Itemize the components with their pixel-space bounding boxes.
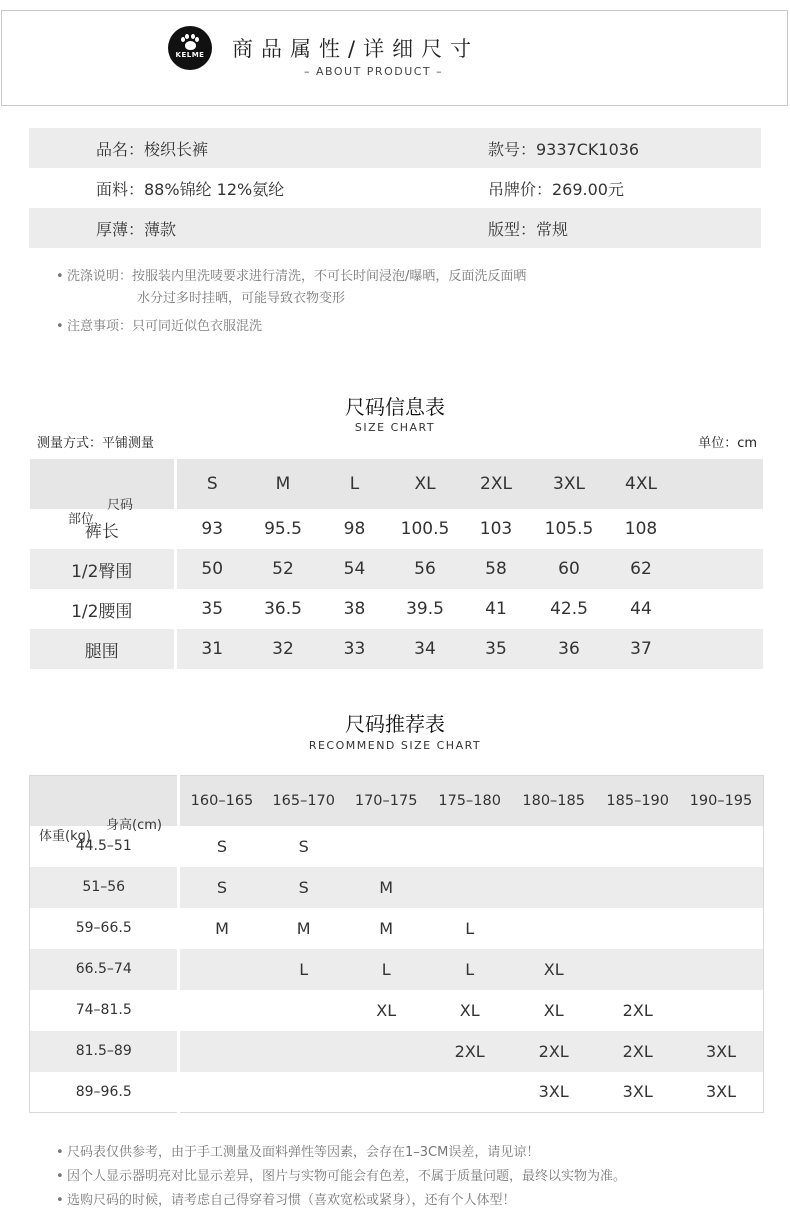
info-row [29, 208, 761, 248]
table-cell: M [296, 918, 311, 938]
wash-label: 洗涤说明： [67, 269, 133, 284]
table-cell: 3XL [622, 1082, 653, 1102]
corner-column-label: 尺码 [107, 498, 134, 513]
care-notes [56, 266, 526, 338]
table-cell: 54 [343, 559, 366, 579]
page-subtitle: – ABOUT PRODUCT – [304, 65, 444, 78]
table-cell: M [379, 877, 394, 897]
table-cell [677, 459, 763, 509]
table-cell: 3XL [705, 1082, 736, 1102]
table-cell: 95.5 [264, 519, 302, 539]
height-header: 165–170 [272, 792, 335, 809]
table-cell [511, 908, 597, 949]
table-cell [679, 867, 764, 908]
table-cell [679, 990, 764, 1031]
table-cell: 32 [272, 639, 294, 659]
table-cell [428, 826, 510, 867]
weight-label: 51–56 [30, 867, 179, 908]
table-cell [677, 589, 763, 629]
table-cell [264, 1072, 344, 1113]
part-label: 腿围 [30, 629, 175, 669]
table-cell: 98 [343, 519, 366, 539]
part-label: 1/2腰围 [30, 589, 175, 629]
table-cell [596, 908, 678, 949]
table-row [30, 509, 763, 549]
table-cell: 62 [630, 559, 652, 579]
table-cell: 100.5 [400, 519, 450, 539]
table-cell [179, 949, 264, 990]
recommend-chart-table [29, 775, 764, 1113]
table-cell: 3XL [538, 1082, 569, 1102]
table-cell [179, 1031, 264, 1072]
part-label: 裤长 [30, 509, 175, 549]
bullet-icon: • [56, 269, 64, 284]
table-cell [344, 1031, 429, 1072]
page-title: 商品属性/详细尺寸 [232, 37, 480, 61]
size-chart-table [30, 459, 764, 669]
table-header-row [30, 776, 764, 826]
height-header: 160–165 [190, 792, 254, 809]
part-label: 1/2臀围 [30, 549, 175, 589]
table-cell: 108 [624, 519, 658, 539]
table-cell [344, 826, 429, 867]
table-cell: 42.5 [550, 599, 588, 619]
tag-price: 吊牌价：269.00元 [488, 179, 624, 199]
table-cell: S [216, 877, 228, 897]
table-cell: 2XL [454, 1041, 485, 1061]
table-cell: S [298, 836, 309, 856]
size-chart-title: 尺码信息表 [345, 395, 445, 419]
wash-text-continued: 水分过多时挂晒，可能导致衣物变形 [137, 291, 346, 306]
table-cell [344, 1072, 429, 1113]
table-cell: 93 [201, 519, 224, 539]
weight-label: 44.5–51 [30, 826, 179, 867]
weight-label: 66.5–74 [30, 949, 179, 990]
table-cell: S [298, 877, 309, 897]
table-corner [30, 776, 179, 844]
table-cell [596, 867, 678, 908]
table-cell: L [465, 918, 475, 938]
table-corner [30, 459, 175, 527]
table-cell: 105.5 [544, 519, 594, 539]
table-cell: 36.5 [264, 599, 302, 619]
table-cell: S [216, 836, 228, 856]
table-row [30, 549, 763, 589]
fit-type: 版型：常规 [488, 219, 569, 239]
table-cell: XL [543, 959, 564, 979]
table-header-row [30, 459, 763, 509]
table-row [30, 589, 763, 629]
recommend-chart-title: 尺码推荐表 [345, 712, 445, 736]
table-cell: M [215, 918, 229, 938]
fabric: 面料：88%锦纶 12%氨纶 [96, 179, 285, 199]
table-row [30, 867, 764, 908]
table-cell: XL [376, 1000, 397, 1020]
table-row [30, 990, 764, 1031]
style-number: 款号：9337CK1036 [488, 139, 640, 159]
weight-label: 74–81.5 [30, 990, 179, 1031]
table-cell: L [381, 959, 391, 979]
table-cell: 33 [343, 639, 366, 659]
footer-notes [56, 1141, 626, 1213]
height-header: 180–185 [522, 792, 585, 809]
footer-note: 尺码表仅供参考，由于手工测量及面料弹性等因素，会存在1–3CM误差，请见谅！ [67, 1145, 540, 1160]
table-cell: XL [543, 1000, 564, 1020]
table-cell [677, 629, 763, 669]
thickness: 厚薄：薄款 [96, 219, 177, 239]
table-cell [179, 990, 264, 1031]
recommend-chart-subtitle: RECOMMEND SIZE CHART [308, 739, 482, 752]
product-name: 品名：梭织长裤 [96, 139, 209, 159]
table-cell: 60 [558, 559, 580, 579]
table-cell [511, 826, 597, 867]
bullet-icon: • [56, 1145, 64, 1160]
bullet-icon: • [56, 1193, 64, 1208]
corner-row-label: 部位 [68, 512, 95, 527]
table-cell: L [465, 959, 475, 979]
table-row [30, 908, 764, 949]
unit-label: 单位：cm [698, 436, 757, 451]
paw-icon [180, 34, 200, 50]
table-row [30, 949, 764, 990]
table-cell [596, 949, 678, 990]
table-cell [679, 949, 764, 990]
table-cell: 31 [201, 639, 224, 659]
table-cell [428, 867, 510, 908]
height-header: 185–190 [606, 792, 669, 809]
table-row [30, 629, 763, 669]
notice-text: 只可同近似色衣服混洗 [132, 319, 263, 334]
table-cell [677, 509, 763, 549]
table-cell [677, 549, 763, 589]
footer-note: 选购尺码的时候，请考虑自己得穿着习惯（喜欢宽松或紧身），还有个人体型！ [67, 1193, 516, 1208]
height-header: 175–180 [438, 792, 501, 809]
product-info [29, 128, 761, 248]
table-cell: 56 [414, 559, 436, 579]
size-header: XL [414, 474, 436, 494]
table-cell [679, 908, 764, 949]
table-cell: 50 [201, 559, 224, 579]
measure-method: 测量方式：平铺测量 [37, 436, 155, 451]
bullet-icon: • [56, 1169, 64, 1184]
table-cell: 38 [343, 599, 366, 619]
info-row [29, 168, 761, 208]
table-cell [511, 867, 597, 908]
footer-note: 因个人显示器明亮对比显示差异，图片与实物可能会有色差，不属于质量问题，最终以实物为准。 [67, 1169, 627, 1184]
size-header: M [275, 474, 291, 494]
corner-column-label: 身高(cm) [106, 817, 162, 833]
table-cell: 44 [630, 599, 652, 619]
info-row [29, 128, 761, 168]
table-cell: 58 [485, 559, 507, 579]
weight-label: 89–96.5 [30, 1072, 179, 1113]
table-cell: 39.5 [406, 599, 444, 619]
table-cell: 41 [485, 599, 507, 619]
table-cell [179, 1072, 264, 1113]
bullet-icon: • [56, 319, 64, 334]
table-row [30, 1072, 764, 1113]
corner-row-label: 体重(kg) [39, 828, 91, 844]
weight-label: 59–66.5 [30, 908, 179, 949]
notice-label: 注意事项： [67, 319, 133, 334]
table-cell: 52 [272, 559, 294, 579]
table-cell: 36 [558, 639, 580, 659]
wash-text: 按服装内里洗唛要求进行清洗，不可长时间浸泡/曝晒，反面洗反面晒 [132, 269, 527, 284]
table-cell [264, 990, 344, 1031]
size-header: L [349, 474, 360, 494]
size-header: S [206, 474, 218, 494]
table-cell: 35 [485, 639, 507, 659]
table-cell: M [379, 918, 394, 938]
table-cell [428, 1072, 510, 1113]
table-cell: 2XL [622, 1041, 653, 1061]
table-cell: 2XL [622, 1000, 653, 1020]
height-header: 170–175 [354, 792, 418, 809]
size-header: 4XL [625, 474, 657, 494]
table-cell [596, 826, 678, 867]
table-cell: L [299, 959, 309, 979]
table-cell: 35 [201, 599, 224, 619]
logo-text: KELME [175, 50, 205, 59]
size-header: 3XL [553, 474, 585, 494]
table-cell [264, 1031, 344, 1072]
height-header: 190–195 [689, 792, 753, 809]
size-header: 2XL [480, 474, 512, 494]
table-cell [679, 826, 764, 867]
brand-logo [168, 26, 212, 70]
table-cell: 3XL [705, 1041, 736, 1061]
table-row [30, 1031, 764, 1072]
weight-label: 81.5–89 [30, 1031, 179, 1072]
table-cell: XL [459, 1000, 480, 1020]
table-cell: 37 [630, 639, 652, 659]
table-cell: 103 [479, 519, 513, 539]
size-chart-subtitle: SIZE CHART [354, 421, 436, 434]
table-cell: 2XL [538, 1041, 569, 1061]
table-cell: 34 [414, 639, 436, 659]
